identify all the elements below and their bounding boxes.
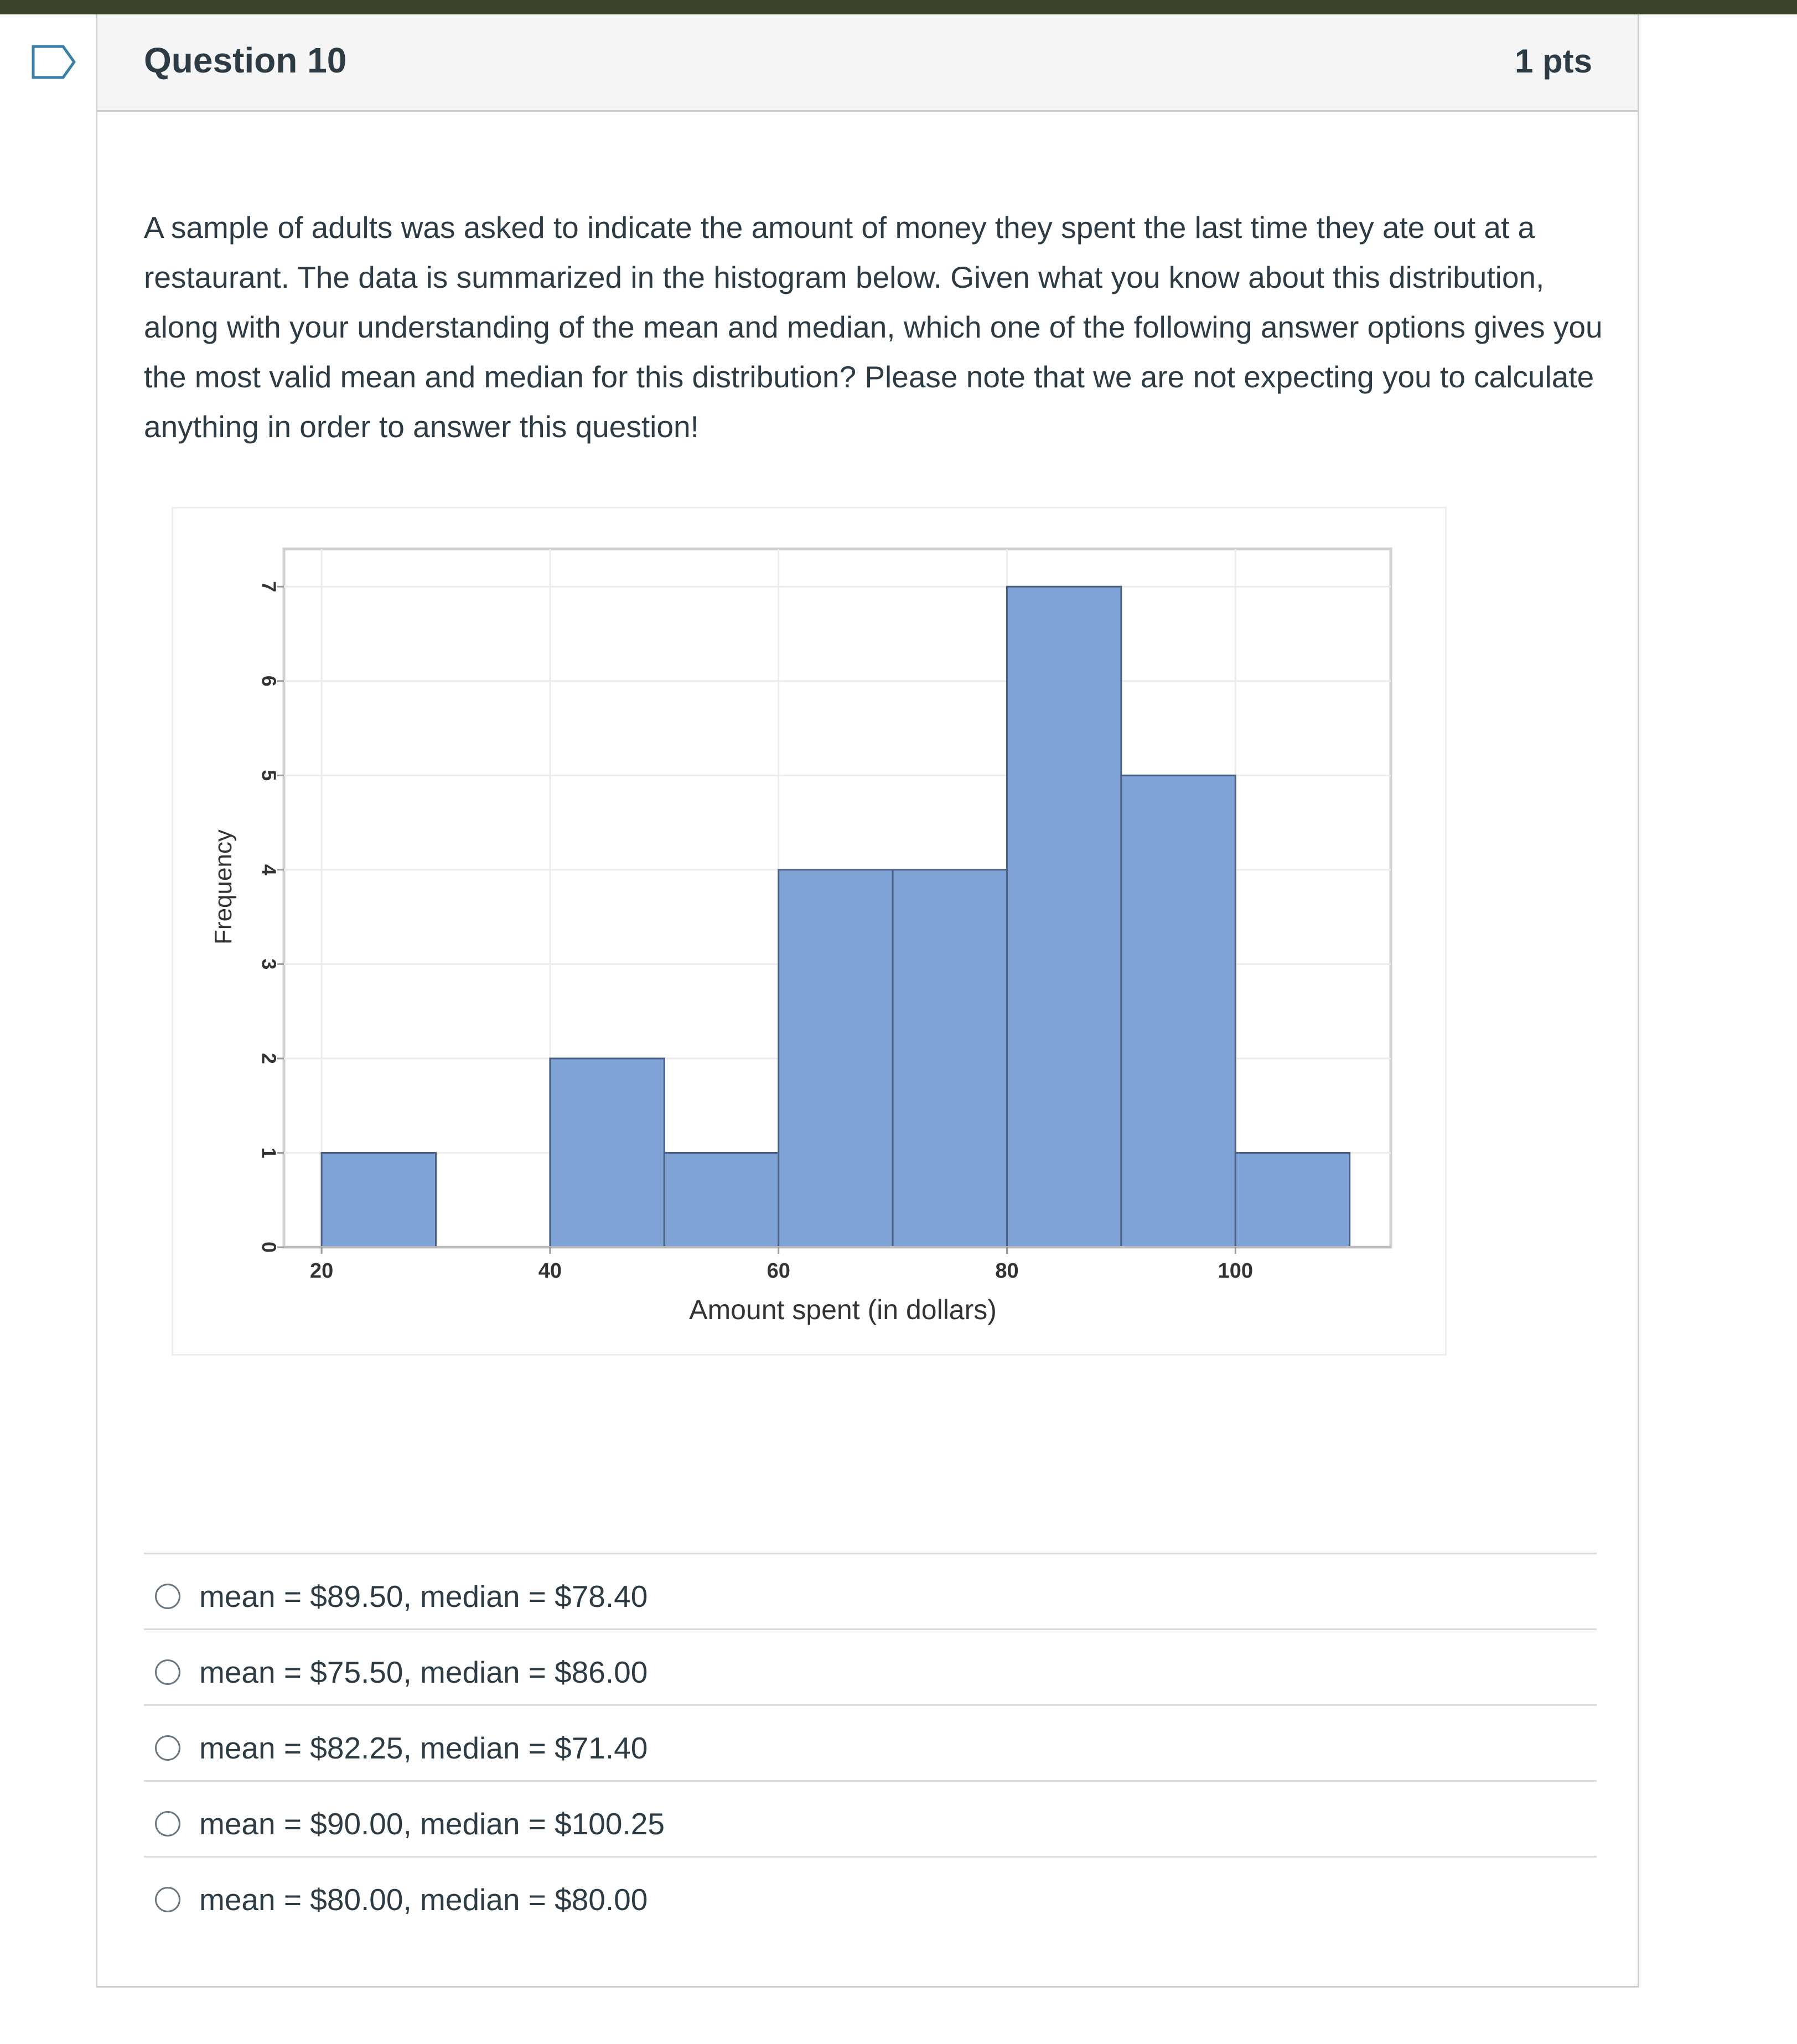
answer-option-3[interactable] <box>144 1704 1597 1780</box>
histogram-bar <box>893 870 1007 1247</box>
radio-button[interactable] <box>155 1887 180 1912</box>
answer-label: mean = $82.25, median = $71.40 <box>199 1731 648 1765</box>
radio-button[interactable] <box>155 1735 180 1761</box>
histogram-figure <box>172 507 1447 1356</box>
y-axis-label: Frequency <box>210 829 237 945</box>
answer-label: mean = $80.00, median = $80.00 <box>199 1882 648 1917</box>
question-title: Question 10 <box>144 40 347 80</box>
y-tick-label: 4 <box>257 864 281 875</box>
question-header <box>97 14 1638 112</box>
radio-button[interactable] <box>155 1659 180 1685</box>
answer-label: mean = $89.50, median = $78.40 <box>199 1579 648 1614</box>
answer-label: mean = $75.50, median = $86.00 <box>199 1655 648 1689</box>
y-tick-label: 5 <box>257 770 281 781</box>
answer-option-4[interactable] <box>144 1780 1597 1856</box>
x-axis-label: Amount spent (in dollars) <box>689 1294 997 1325</box>
histogram-bar <box>1235 1153 1349 1247</box>
x-tick-label: 100 <box>1218 1259 1254 1283</box>
answer-option-2[interactable] <box>144 1628 1597 1704</box>
x-tick-label: 40 <box>538 1259 562 1283</box>
histogram-bar <box>550 1059 664 1247</box>
y-tick-label: 6 <box>257 675 281 687</box>
y-tick-label: 1 <box>257 1147 281 1159</box>
top-bar <box>0 0 1797 14</box>
answer-option-1[interactable] <box>144 1553 1597 1628</box>
question-text: A sample of adults was asked to indicate the amount of money they spent the last time they ate out at a restaurant. The data is summarized in the histogram below. Given what you know about this distribution, along with your understanding of the mean and median, which one of the following answer options gives you the most valid mean and median for this distribution? Please note that we are not expecting you to calculate anything in order to answer this question! <box>144 210 1603 444</box>
histogram-bar <box>322 1153 436 1247</box>
answer-option-5[interactable] <box>144 1856 1597 1932</box>
y-tick-label: 2 <box>257 1052 281 1064</box>
histogram-chart <box>173 509 1445 1354</box>
x-tick-label: 20 <box>309 1259 334 1283</box>
question-card <box>96 14 1639 1988</box>
x-tick-label: 60 <box>767 1259 790 1283</box>
flag-question-icon[interactable] <box>31 44 77 80</box>
answer-list <box>144 1553 1597 1932</box>
flag-outline <box>33 46 74 77</box>
histogram-bar <box>779 870 893 1247</box>
question-points: 1 pts <box>1514 43 1592 80</box>
x-tick-label: 80 <box>995 1259 1019 1283</box>
answer-label: mean = $90.00, median = $100.25 <box>199 1807 665 1841</box>
y-tick-label: 3 <box>257 958 281 970</box>
histogram-bar <box>1007 587 1121 1247</box>
radio-button[interactable] <box>155 1811 180 1837</box>
histogram-bar <box>664 1153 778 1247</box>
y-tick-label: 7 <box>257 581 281 593</box>
y-tick-label: 0 <box>257 1241 281 1253</box>
radio-button[interactable] <box>155 1584 180 1609</box>
histogram-bar <box>1121 775 1235 1247</box>
